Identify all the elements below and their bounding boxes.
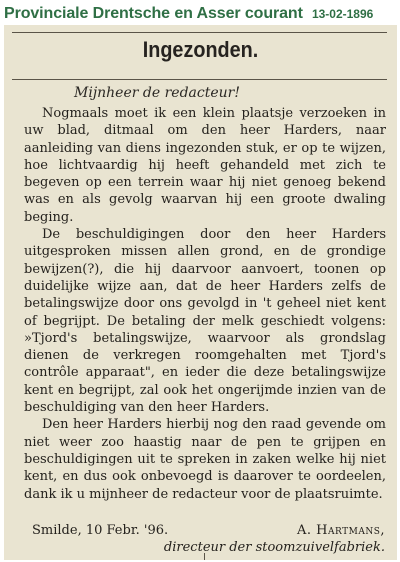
top-rule <box>12 32 387 33</box>
section-title: Ingezonden. <box>142 37 259 62</box>
paragraph-2: De beschuldigingen door den heer Harders uitgesproken missen allen grond, en de grondige bewijzen(?), die hij daarvoor aanvoert, toonen op duidelijke wijze aan, dat de heer Harders zelfs de betalingswijze door ons gevolgd in 't geheel niet kent of begrijpt. De betaling der melk geschiedt volgens: »Tjord's betalingswijze, waarvoor als grondslag dienen de verkregen roomgehalten met Tjord's contrôle apparaat", en ieder die deze betalingswijze kent en begrijpt, zal ook het ongerijmde inzien van de beschuldiging van den heer Harders. <box>24 227 386 416</box>
title-rule <box>12 79 387 80</box>
article-body <box>24 105 386 503</box>
paragraph-1: Nogmaals moet ik een klein plaatsje verzoeken in uw blad, ditmaal om den heer Harders, naar aanleiding van diens ingezonden stuk, er op te wijzen, hoe lichtvaardig hij heeft gehandeld met zich te begeven op een terrein waar hij niet genoeg bekend was en als gevolg waarvan hij een groote dwaling beging. <box>24 106 386 225</box>
newspaper-clipping <box>4 25 397 560</box>
newspaper-header <box>4 3 396 25</box>
signature-block <box>32 523 385 555</box>
signer-name: A. Hartmans, <box>297 523 385 538</box>
signer-title: directeur der stoomzuivelfabriek. <box>163 540 385 555</box>
place-date: Smilde, 10 Febr. '96. <box>32 523 169 538</box>
end-mark <box>204 553 205 560</box>
publication-date: 13-02-1896 <box>311 7 374 21</box>
newspaper-name: Provinciale Drentsche en Asser courant <box>4 5 303 22</box>
paragraph-3: Den heer Harders hierbij nog den raad gevende om niet weer zoo haastig naar de pen te grijpen en beschuldigingen uit te spreken in zaken welke hij niet kent, en dus ook onbevoegd is daarover te oordeelen, dank ik u mijnheer de redacteur voor de plaatsruimte. <box>24 417 386 502</box>
salutation: Mijnheer de redacteur! <box>74 85 240 101</box>
